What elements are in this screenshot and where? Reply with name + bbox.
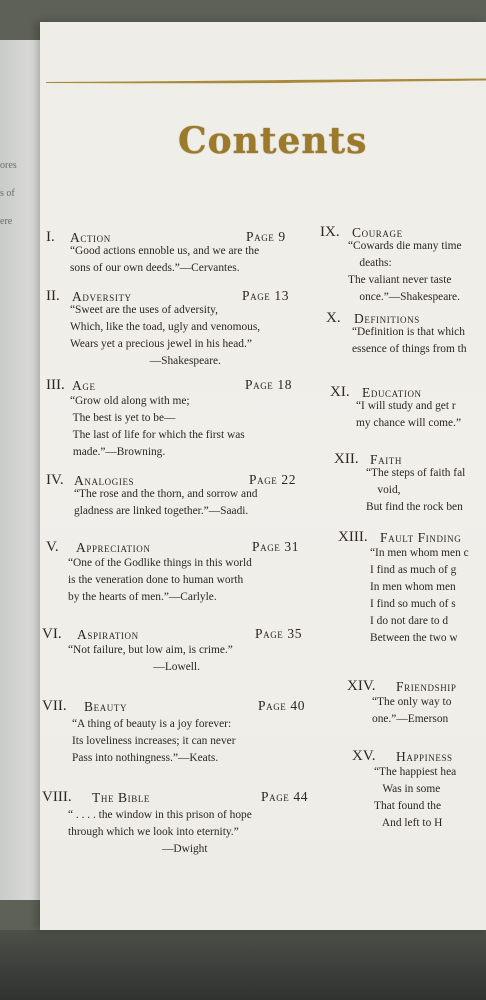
chapter-quote: “Grow old along with me; The best is yet to be— The last of life for which the first was made.”—Browning.	[70, 395, 245, 458]
page-reference: Page 9	[246, 229, 286, 244]
chapter-number: XV.	[352, 748, 376, 764]
back-page-fragment: s of	[0, 188, 15, 199]
chapter-title: Beauty	[84, 699, 128, 714]
chapter-number: X.	[326, 310, 341, 326]
chapter-title: Friendship	[396, 679, 457, 694]
chapter-number: VI.	[42, 626, 62, 642]
chapter-quote: “Sweet are the uses of adversity, Which, like the toad, ugly and venomous, Wears yet a precious jewel in his head.” —Shakespeare.	[70, 304, 261, 367]
page-reference: Page 31	[252, 539, 300, 554]
chapter-title: Education	[362, 385, 422, 400]
chapter-title: The Bible	[92, 790, 151, 805]
chapter-quote: “In men whom men c I find as much of g In men whom men I find so much of s I do not dare to d Between the two w	[370, 547, 469, 644]
chapter-number: VII.	[42, 698, 67, 714]
chapter-quote: “The happiest hea Was in some That found the And left to H	[374, 766, 457, 829]
chapter-quote: “Not failure, but low aim, is crime.” —Lowell.	[68, 644, 233, 673]
chapter-number: V.	[46, 539, 59, 555]
chapter-quote: “The steps of faith fal void, But find the rock ben	[366, 467, 466, 513]
chapter-title: Fault Finding	[380, 530, 462, 545]
chapter-title: Happiness	[396, 749, 453, 764]
chapter-quote: “The only way to one.”—Emerson	[372, 696, 452, 725]
chapter-number: II.	[46, 288, 60, 304]
chapter-number: IV.	[46, 472, 64, 488]
chapter-title: Analogies	[74, 473, 135, 488]
back-page-fragment: ores	[0, 160, 17, 171]
chapter-title: Action	[70, 230, 111, 245]
chapter-quote: “Good actions ennoble us, and we are the sons of our own deeds.”—Cervantes.	[70, 245, 260, 274]
chapter-quote: “One of the Godlike things in this world is the veneration done to human worth by the hearts of men.”—Carlyle.	[68, 557, 252, 603]
chapter-number: XIII.	[338, 529, 368, 545]
chapter-quote: “Definition is that which essence of things from th	[352, 326, 467, 355]
page-reference: Page 22	[249, 472, 297, 487]
chapter-title: Courage	[352, 225, 403, 240]
back-page-fragment: ere	[0, 216, 13, 227]
chapter-title: Definitions	[354, 311, 420, 326]
chapter-number: I.	[46, 229, 55, 245]
chapter-number: XI.	[330, 384, 350, 400]
chapter-quote: “The rose and the thorn, and sorrow and gladness are linked together.”—Saadi.	[74, 488, 258, 517]
chapter-quote: “A thing of beauty is a joy forever: Its loveliness increases; it can never Pass into nothingness.”—Keats.	[72, 718, 236, 764]
chapter-quote: “I will study and get r my chance will come.”	[356, 400, 462, 429]
chapter-number: VIII.	[42, 789, 72, 805]
chapter-title: Aspiration	[77, 627, 139, 642]
chapter-title: Faith	[370, 452, 403, 467]
chapter-quote: “ . . . . the window in this prison of hope through which we look into eternity.” —Dwight	[68, 809, 252, 855]
page-reference: Page 13	[242, 288, 290, 303]
chapter-number: III.	[46, 377, 65, 393]
page-title: Contents	[178, 120, 368, 162]
chapter-quote: “Cowards die many time deaths: The valiant never taste once.”—Shakespeare.	[348, 240, 462, 303]
page-reference: Page 40	[258, 698, 306, 713]
page-reference: Page 18	[245, 377, 293, 392]
page-reference: Page 35	[255, 626, 303, 641]
chapter-number: XII.	[334, 451, 359, 467]
chapter-number: XIV.	[347, 678, 376, 694]
chapter-title: Appreciation	[76, 540, 151, 555]
chapter-title: Age	[72, 378, 96, 393]
chapter-number: IX.	[320, 224, 340, 240]
page-reference: Page 44	[261, 789, 309, 804]
chapter-title: Adversity	[72, 289, 132, 304]
